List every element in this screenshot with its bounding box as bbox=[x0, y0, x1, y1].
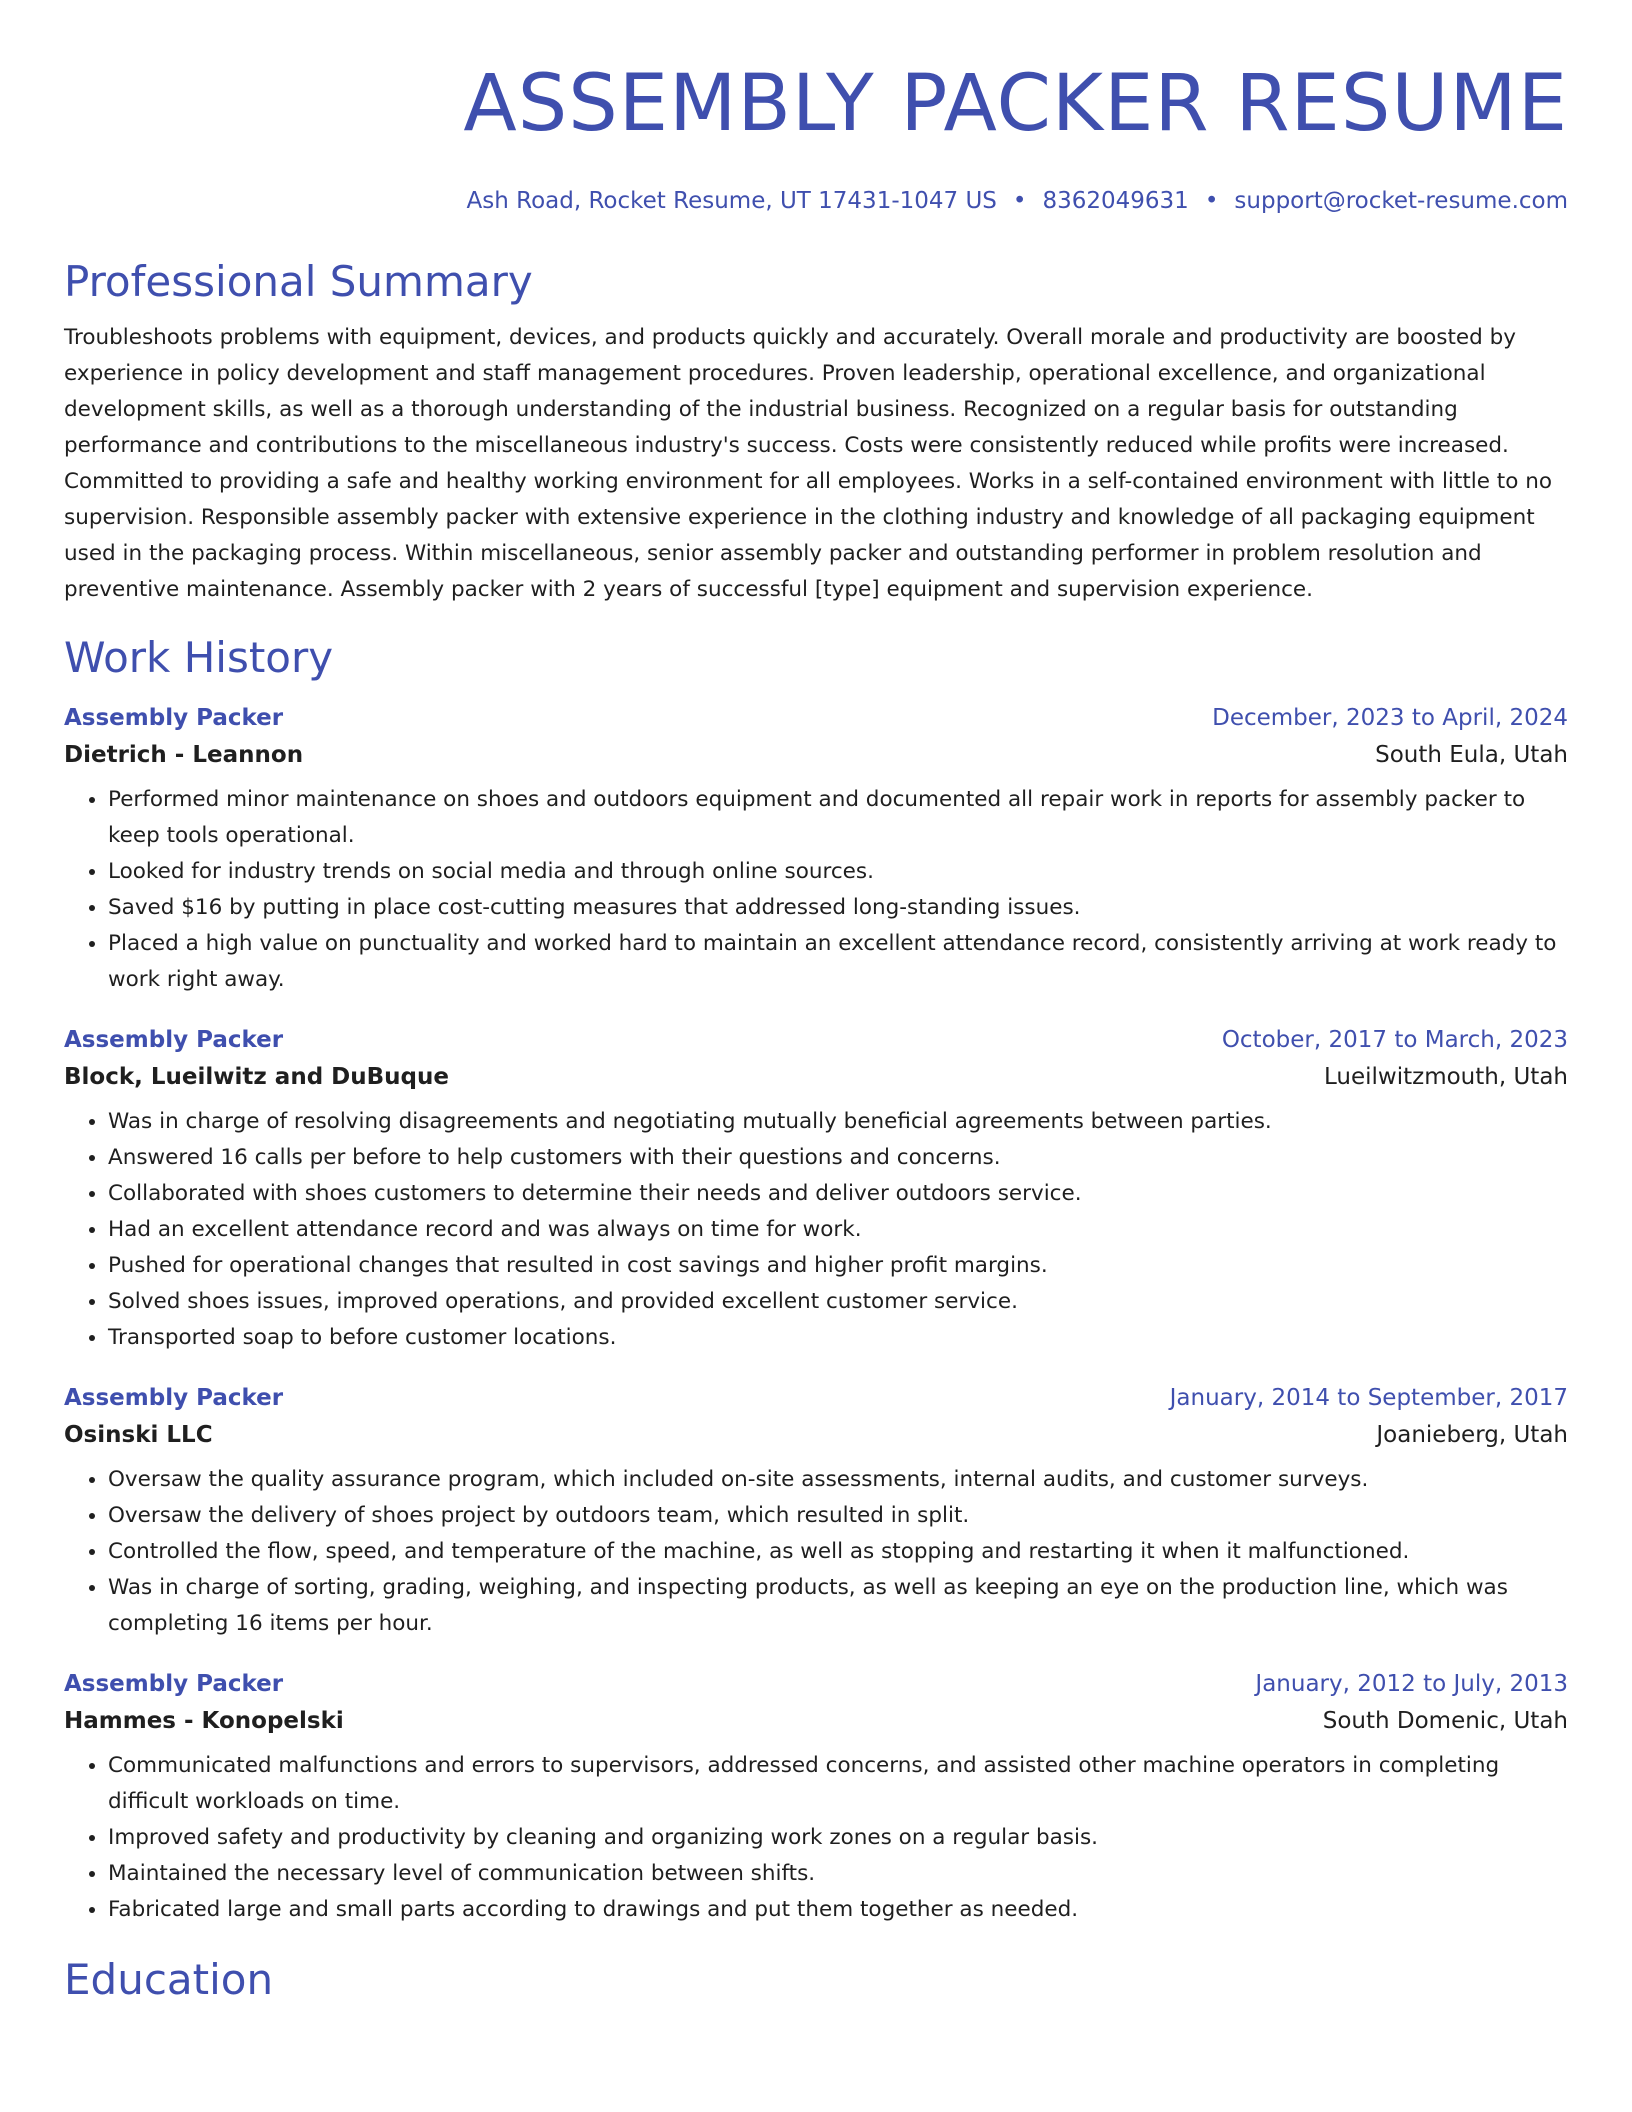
job-location: South Domenic, Utah bbox=[1322, 1708, 1568, 1734]
job-dates: December, 2023 to April, 2024 bbox=[1212, 705, 1568, 731]
job-title: Assembly Packer bbox=[64, 1671, 284, 1697]
contact-line bbox=[64, 186, 1568, 216]
job-title: Assembly Packer bbox=[64, 1027, 284, 1053]
job-company: Hammes - Konopelski bbox=[64, 1708, 344, 1734]
job-bullets bbox=[64, 1104, 1568, 1356]
contact-phone: 8362049631 bbox=[1042, 188, 1189, 214]
job-bullet: • Improved safety and productivity by cleaning and organizing work zones on a regular basis. bbox=[108, 1820, 1568, 1856]
job-title-row bbox=[64, 1666, 1568, 1702]
job-bullet: • Oversaw the quality assurance program, which included on-site assessments, internal audits, and customer surveys. bbox=[108, 1462, 1568, 1498]
job-bullet: • Placed a high value on punctuality and worked hard to maintain an excellent attendance record, consistently arriving at work ready to work right away. bbox=[108, 926, 1568, 998]
job-company-row bbox=[64, 1416, 1568, 1454]
job-bullet: • Transported soap to before customer locations. bbox=[108, 1320, 1568, 1356]
job-bullet: • Communicated malfunctions and errors to supervisors, addressed concerns, and assisted other machine operators in completing difficult workloads on time. bbox=[108, 1748, 1568, 1820]
job-bullet: • Solved shoes issues, improved operations, and provided excellent customer service. bbox=[108, 1284, 1568, 1320]
job-bullets bbox=[64, 1748, 1568, 1928]
job-bullet: • Performed minor maintenance on shoes and outdoors equipment and documented all repair work in reports for assembly packer to keep tools operational. bbox=[108, 782, 1568, 854]
job-location: South Eula, Utah bbox=[1375, 742, 1568, 768]
education-heading: Education bbox=[64, 1955, 274, 2004]
job-title-row bbox=[64, 1380, 1568, 1416]
job-bullets bbox=[64, 782, 1568, 998]
job-bullet: • Collaborated with shoes customers to determine their needs and deliver outdoors service. bbox=[108, 1176, 1568, 1212]
job-dates: January, 2012 to July, 2013 bbox=[1255, 1671, 1568, 1697]
job-title-row bbox=[64, 1022, 1568, 1058]
job-entry bbox=[64, 1666, 1568, 1928]
job-bullet: • Oversaw the delivery of shoes project by outdoors team, which resulted in split. bbox=[108, 1498, 1568, 1534]
job-bullets bbox=[64, 1462, 1568, 1642]
summary-heading: Professional Summary bbox=[64, 257, 533, 306]
job-company-row bbox=[64, 1058, 1568, 1096]
job-entry bbox=[64, 1380, 1568, 1642]
job-company: Dietrich - Leannon bbox=[64, 742, 304, 768]
job-location: Joanieberg, Utah bbox=[1376, 1422, 1568, 1448]
summary-text: Troubleshoots problems with equipment, devices, and products quickly and accurately. Overall morale and productivity are boosted by experience in policy development and staff management procedures. Proven leadership, operational excellence, and organizational development skills, as well as a thorough understanding of the industrial business. Recognized on a regular basis for outstanding performance and contributions to the miscellaneous industry's success. Costs were consistently reduced while profits were increased. Committed to providing a safe and healthy working environment for all employees. Works in a self-contained environment with little to no supervision. Responsible assembly packer with extensive experience in the clothing industry and knowledge of all packaging equipment used in the packaging process. Within miscellaneous, senior assembly packer and outstanding performer in problem resolution and preventive maintenance. Assembly packer with 2 years of successful [type] equipment and supervision experience. bbox=[64, 325, 1552, 602]
contact-email: support@rocket-resume.com bbox=[1234, 188, 1568, 214]
job-company-row bbox=[64, 1702, 1568, 1740]
job-entry bbox=[64, 1022, 1568, 1356]
job-bullet: • Saved $16 by putting in place cost-cutting measures that addressed long-standing issues. bbox=[108, 890, 1568, 926]
job-company: Block, Lueilwitz and DuBuque bbox=[64, 1064, 449, 1090]
job-bullet: • Pushed for operational changes that resulted in cost savings and higher profit margins. bbox=[108, 1248, 1568, 1284]
job-bullet: • Was in charge of resolving disagreements and negotiating mutually beneficial agreements between parties. bbox=[108, 1104, 1568, 1140]
resume-title: ASSEMBLY PACKER RESUME bbox=[463, 59, 1568, 149]
job-entry bbox=[64, 700, 1568, 998]
job-title-row bbox=[64, 700, 1568, 736]
job-bullet: • Controlled the flow, speed, and temperature of the machine, as well as stopping and restarting it when it malfunctioned. bbox=[108, 1534, 1568, 1570]
work-history-heading: Work History bbox=[64, 633, 334, 682]
job-title: Assembly Packer bbox=[64, 705, 284, 731]
job-dates: October, 2017 to March, 2023 bbox=[1221, 1027, 1568, 1053]
job-company-row bbox=[64, 736, 1568, 774]
job-bullet: • Maintained the necessary level of communication between shifts. bbox=[108, 1856, 1568, 1892]
job-bullet: • Looked for industry trends on social media and through online sources. bbox=[108, 854, 1568, 890]
job-bullet: • Had an excellent attendance record and was always on time for work. bbox=[108, 1212, 1568, 1248]
job-bullet: • Fabricated large and small parts according to drawings and put them together as needed. bbox=[108, 1892, 1568, 1928]
job-dates: January, 2014 to September, 2017 bbox=[1169, 1385, 1568, 1411]
job-title: Assembly Packer bbox=[64, 1385, 284, 1411]
contact-address: Ash Road, Rocket Resume, UT 17431-1047 US bbox=[466, 188, 997, 214]
job-bullet: • Was in charge of sorting, grading, weighing, and inspecting products, as well as keeping an eye on the production line, which was completing 16 items per hour. bbox=[108, 1570, 1568, 1642]
resume-header bbox=[64, 56, 1568, 216]
contact-separator: • bbox=[1204, 188, 1219, 214]
job-bullet: • Answered 16 calls per before to help customers with their questions and concerns. bbox=[108, 1140, 1568, 1176]
job-company: Osinski LLC bbox=[64, 1422, 213, 1448]
contact-separator: • bbox=[1012, 188, 1027, 214]
job-location: Lueilwitzmouth, Utah bbox=[1323, 1064, 1568, 1090]
